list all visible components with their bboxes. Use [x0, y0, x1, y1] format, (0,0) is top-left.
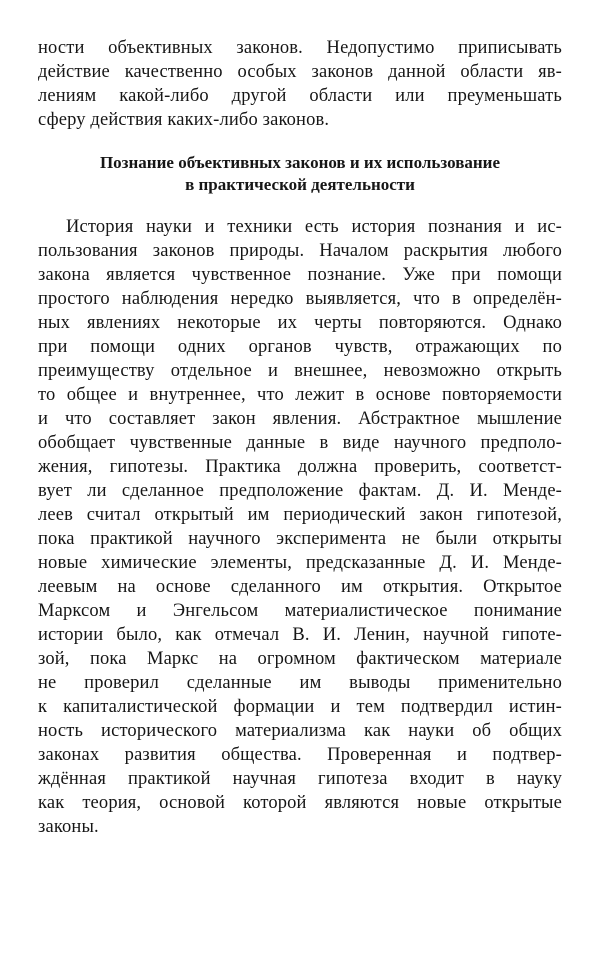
text-line: ности объективных законов. Недопустимо приписывать [38, 38, 562, 58]
text-line: простого наблюдения нередко выявляется, что в определён- [38, 289, 562, 309]
text-line: леевым на основе сделанного им открытия. Открытое [38, 577, 562, 597]
text-line: сферу действия каких-либо законов. [38, 110, 330, 130]
text-line: обобщает чувственные данные в виде научного предполо- [38, 433, 562, 453]
text-line: при помощи одних органов чувств, отражающих по [38, 337, 562, 357]
heading-line: Познание объективных законов и их использование [99, 153, 501, 172]
text-line: пока практикой научного эксперимента не были открыты [38, 529, 562, 549]
text-line: новые химические элементы, предсказанные Д. И. Менде- [38, 553, 562, 573]
text-line: лениям какой-либо другой области или преуменьшать [38, 86, 562, 106]
text-line: то общее и внутреннее, что лежит в основе повторяемости [38, 385, 562, 405]
text-line: История науки и техники есть история познания и ис- [66, 217, 562, 237]
text-line: преимуществу отдельное и внешнее, невозможно открыть [38, 361, 562, 381]
text-line: и что составляет закон явления. Абстрактное мышление [38, 409, 562, 429]
text-line: ждённая практикой научная гипотеза входит в науку [38, 769, 562, 789]
heading-line: в практической деятельности [185, 175, 415, 194]
text-line: вует ли сделанное предположение фактам. Д. И. Менде- [38, 481, 562, 501]
text-line: не проверил сделанные им выводы применительно [38, 673, 562, 693]
text-line: ность исторического материализма как науки об общих [38, 721, 562, 741]
top-paragraph [38, 36, 562, 132]
section-heading [38, 152, 562, 196]
text-line: к капиталистической формации и тем подтвердил истин- [38, 697, 562, 717]
text-line: леев считал открытый им периодический закон гипотезой, [38, 505, 562, 525]
text-line: законах развития общества. Проверенная и подтвер- [38, 745, 562, 765]
text-line: пользования законов природы. Началом раскрытия любого [38, 241, 562, 261]
text-line: зой, пока Маркс на огромном фактическом материале [38, 649, 562, 669]
text-line: действие качественно особых законов данной области яв- [38, 62, 562, 82]
paragraph-1 [38, 215, 562, 839]
text-line: ных явлениях некоторые их черты повторяются. Однако [38, 313, 562, 333]
text-line: закона является чувственное познание. Уже при помощи [38, 265, 562, 285]
text-line: Марксом и Энгельсом материалистическое понимание [38, 601, 562, 621]
text-line: истории было, как отмечал В. И. Ленин, научной гипоте- [38, 625, 562, 645]
text-line: как теория, основой которой являются новые открытые [38, 793, 562, 813]
text-line: законы. [38, 817, 99, 837]
text-line: жения, гипотезы. Практика должна проверить, соответст- [38, 457, 562, 477]
